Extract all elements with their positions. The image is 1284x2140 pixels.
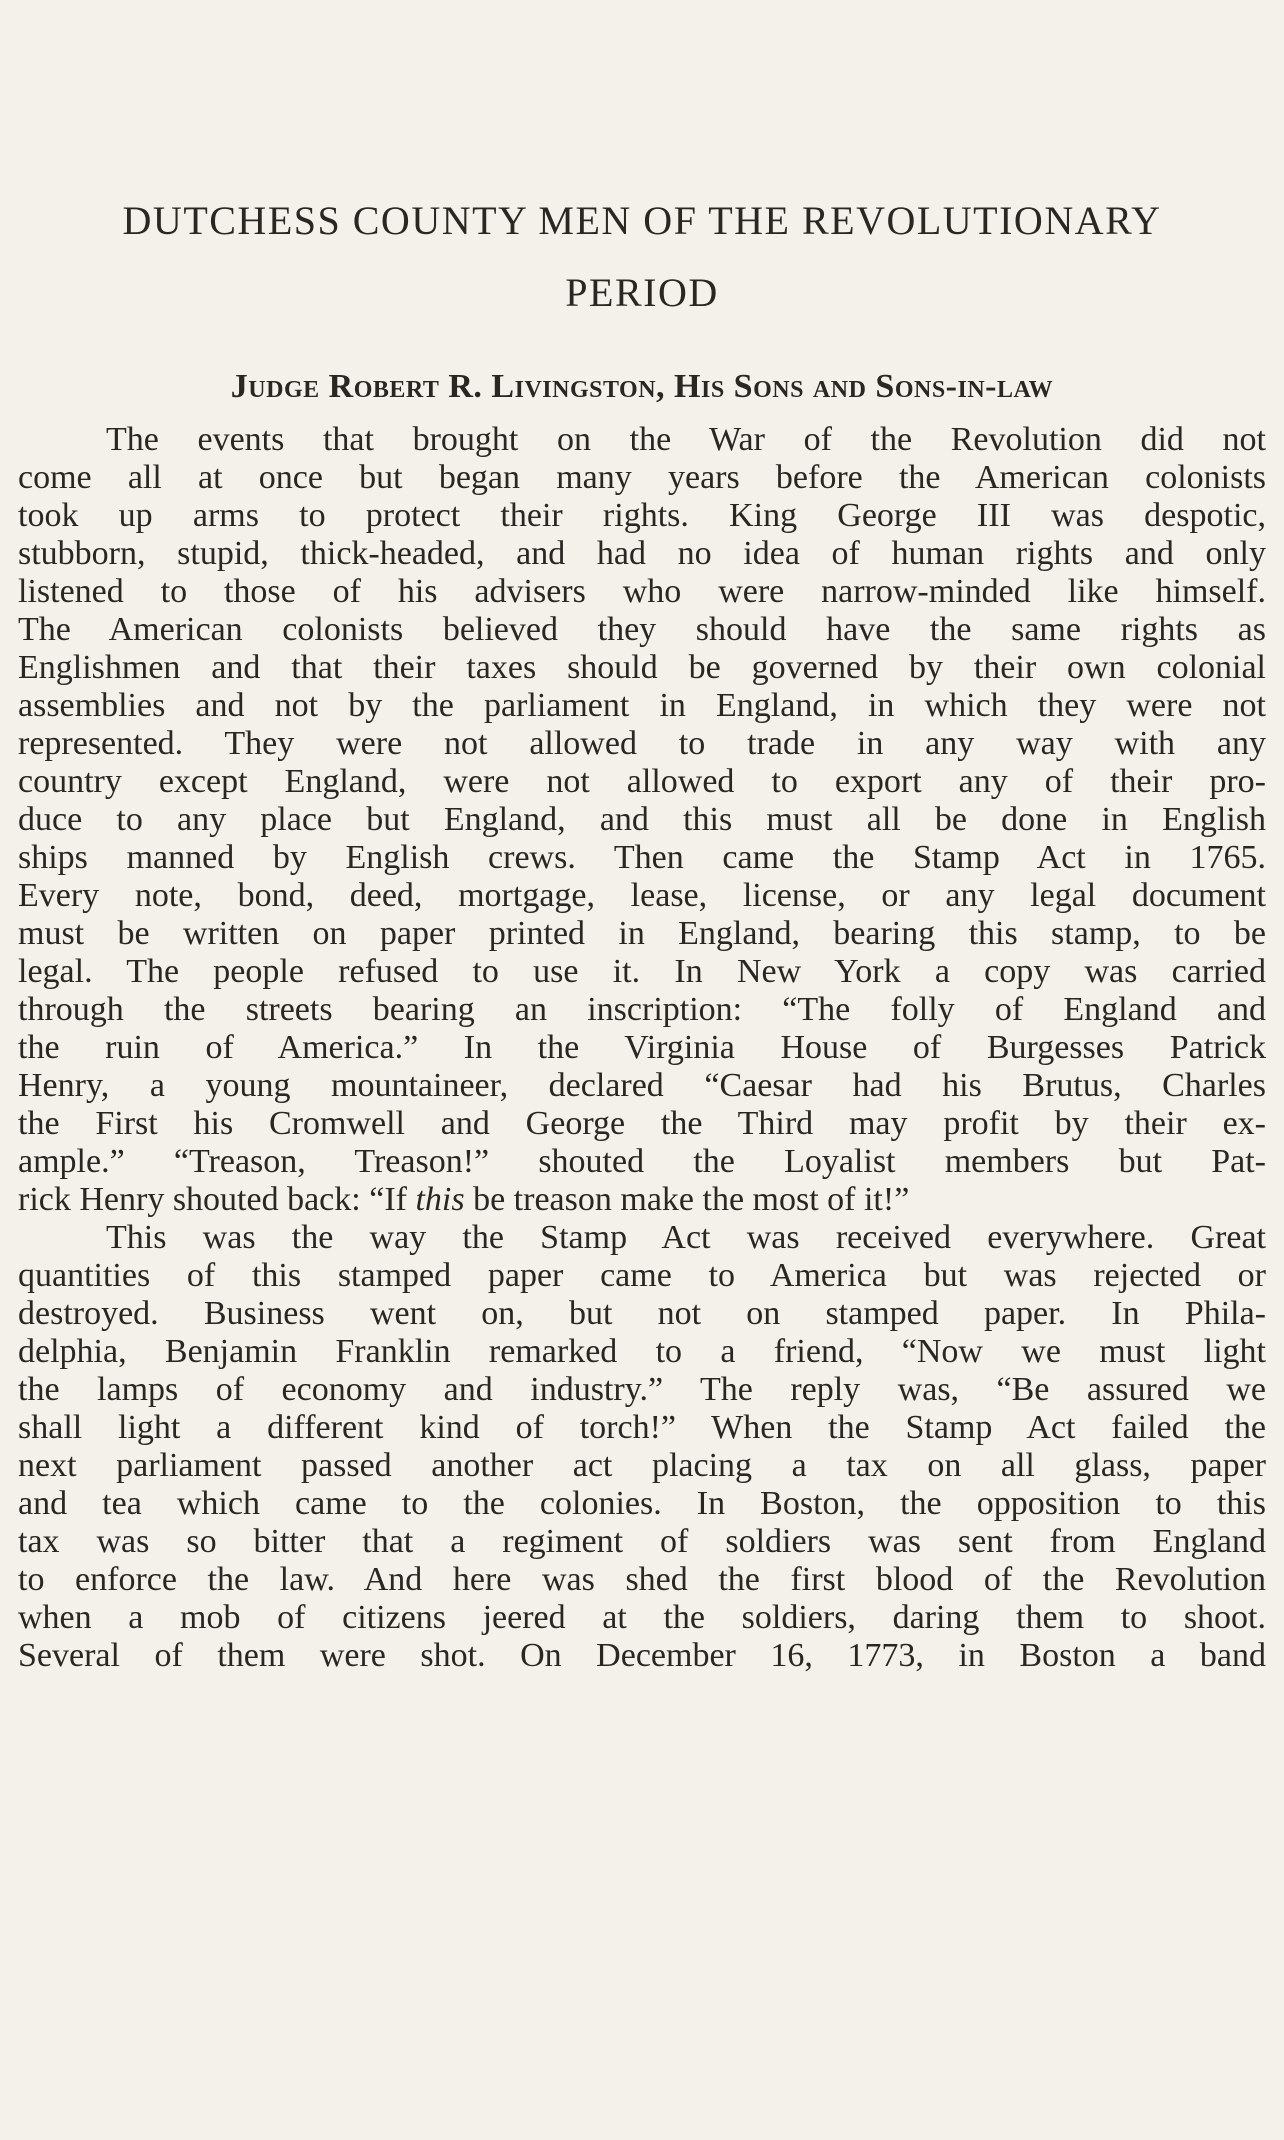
paragraph-2-line: destroyed. Business went on, but not on stamped paper. In Phila- [18,1295,1266,1332]
article-title-line-2: PERIOD [565,270,719,315]
paragraph-2-line: and tea which came to the colonies. In Boston, the opposition to this [18,1485,1266,1522]
article-subtitle: Judge Robert R. Livingston, His Sons and Sons-in-law [230,368,1054,405]
paragraph-1-line: the First his Cromwell and George the Third may profit by their ex- [18,1105,1266,1142]
paragraph-1-line: stubborn, stupid, thick-headed, and had no idea of human rights and only [18,535,1266,572]
paragraph-1-line: Every note, bond, deed, mortgage, lease, license, or any legal document [18,877,1266,914]
paragraph-1-line: come all at once but began many years before the American colonists [18,459,1266,496]
paragraph-1-line: legal. The people refused to use it. In New York a copy was carried [18,953,1266,990]
paragraph-1-italic-word: this [415,1181,465,1218]
article-title-line-1: DUTCHESS COUNTY MEN OF THE REVOLUTIONARY [122,198,1162,243]
paragraph-1-line: assemblies and not by the parliament in England, in which they were not [18,687,1266,724]
paragraph-1-last-text-after: be treason make the most of it!” [464,1181,910,1218]
paragraph-2-line: This was the way the Stamp Act was received everywhere. Great [106,1219,1266,1256]
paragraph-1-line: The American colonists believed they should have the same rights as [18,611,1266,648]
paragraph-2-line: when a mob of citizens jeered at the soldiers, daring them to shoot. [18,1599,1266,1636]
paragraph-1-line: The events that brought on the War of the Revolution did not [106,421,1266,458]
paragraph-1-line: through the streets bearing an inscription: “The folly of England and [18,991,1266,1028]
paragraph-2-line: to enforce the law. And here was shed the first blood of the Revolution [18,1561,1266,1598]
paragraph-1-line: ships manned by English crews. Then came the Stamp Act in 1765. [18,839,1266,876]
paragraph-1-line: listened to those of his advisers who were narrow-minded like himself. [18,573,1266,610]
paragraph-2-line: delphia, Benjamin Franklin remarked to a friend, “Now we must light [18,1333,1266,1370]
paragraph-1-last-text-before: rick Henry shouted back: “If [18,1181,416,1218]
paragraph-2-line: next parliament passed another act placing a tax on all glass, paper [18,1447,1266,1484]
paragraph-1-line: duce to any place but England, and this must all be done in English [18,801,1266,838]
paragraph-2-line: tax was so bitter that a regiment of soldiers was sent from England [18,1523,1266,1560]
paragraph-1-line: Henry, a young mountaineer, declared “Caesar had his Brutus, Charles [18,1067,1266,1104]
paragraph-2-line: quantities of this stamped paper came to America but was rejected or [18,1257,1266,1294]
document-page [18,0,1266,2140]
paragraph-1-line: country except England, were not allowed to export any of their pro- [18,763,1266,800]
paragraph-2-line: Several of them were shot. On December 16, 1773, in Boston a band [18,1637,1266,1674]
paragraph-1-line: the ruin of America.” In the Virginia House of Burgesses Patrick [18,1029,1266,1066]
paragraph-2-line: shall light a different kind of torch!” When the Stamp Act failed the [18,1409,1266,1446]
paragraph-1-line: must be written on paper printed in England, bearing this stamp, to be [18,915,1266,952]
paragraph-1-line: ample.” “Treason, Treason!” shouted the Loyalist members but Pat- [18,1143,1266,1180]
paragraph-1-line: took up arms to protect their rights. King George III was despotic, [18,497,1266,534]
paragraph-2-line: the lamps of economy and industry.” The reply was, “Be assured we [18,1371,1266,1408]
paragraph-1-line: represented. They were not allowed to trade in any way with any [18,725,1266,762]
paragraph-1-line: Englishmen and that their taxes should be governed by their own colonial [18,649,1266,686]
